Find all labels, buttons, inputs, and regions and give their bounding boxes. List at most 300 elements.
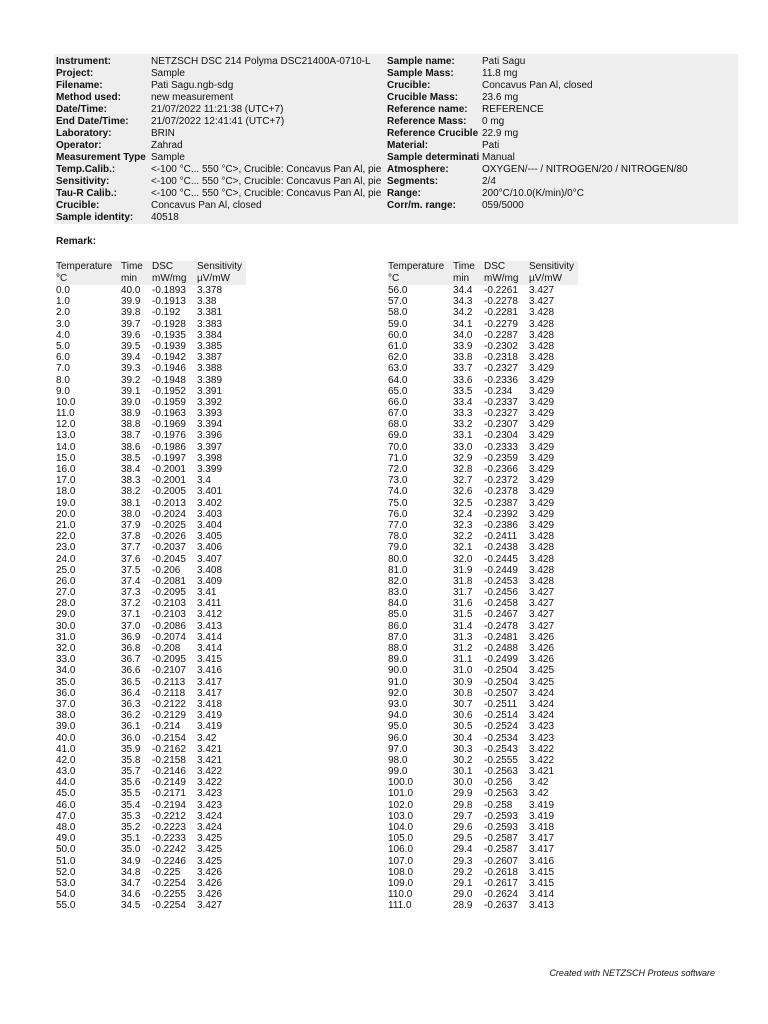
table-row <box>56 498 246 509</box>
table-cell: -0.2504 <box>484 676 518 688</box>
column-unit: min <box>121 273 138 284</box>
table-row <box>388 710 578 721</box>
table-cell: -0.1948 <box>152 374 186 386</box>
table-row <box>56 632 246 643</box>
column-header: Sensitivity <box>197 261 243 272</box>
table-cell: 105.0 <box>388 833 414 845</box>
table-row <box>56 733 246 744</box>
table-row <box>388 520 578 531</box>
table-row <box>56 352 246 363</box>
table-row <box>388 856 578 867</box>
table-row <box>388 386 578 397</box>
table-cell: -0.2001 <box>152 464 186 475</box>
header-field-value: Sample <box>151 68 185 79</box>
table-row <box>388 554 578 565</box>
table-cell: 35.0 <box>56 676 76 688</box>
table-cell: -0.2129 <box>152 710 186 722</box>
table-row <box>56 565 246 576</box>
header-field-label: Crucible Mass: <box>387 92 459 103</box>
table-cell: -0.258 <box>484 799 513 811</box>
header-field-value: Concavus Pan Al, closed <box>482 80 593 91</box>
table-cell: -0.2481 <box>484 631 518 643</box>
table-row <box>388 643 578 654</box>
table-cell: -0.2307 <box>484 419 518 431</box>
table-cell: 3.429 <box>529 363 555 375</box>
header-field-value: Pati Sagu <box>482 56 526 67</box>
table-cell: 19.0 <box>56 497 76 509</box>
table-cell: -0.2037 <box>152 542 186 554</box>
table-row <box>56 442 246 453</box>
table-cell: -0.2438 <box>484 542 518 554</box>
table-cell: 95.0 <box>388 721 408 733</box>
table-cell: 3.419 <box>529 799 555 811</box>
table-cell: 103.0 <box>388 810 414 822</box>
table-cell: 3.423 <box>197 788 223 800</box>
table-cell: 3.429 <box>529 497 555 509</box>
table-cell: 79.0 <box>388 542 408 554</box>
column-header: Time <box>121 261 143 272</box>
table-cell: 3.393 <box>197 408 223 420</box>
table-cell: 3.416 <box>529 855 555 867</box>
table-cell: 76.0 <box>388 508 408 520</box>
table-cell: 3.424 <box>197 822 223 833</box>
table-cell: 55.0 <box>56 900 76 912</box>
table-row <box>56 710 246 721</box>
table-cell: 3.397 <box>197 441 223 453</box>
table-cell: 3.42 <box>529 777 549 789</box>
table-cell: 3.428 <box>529 564 555 576</box>
header-field <box>56 212 386 224</box>
table-cell: 3.384 <box>197 329 223 341</box>
table-row <box>388 688 578 699</box>
table-cell: -0.192 <box>152 307 181 319</box>
table-row <box>56 643 246 654</box>
table-cell: 3.417 <box>529 833 555 845</box>
table-cell: 3.427 <box>197 900 223 912</box>
table-cell: 29.8 <box>453 799 473 811</box>
table-cell: 30.2 <box>453 754 473 766</box>
header-field-label: Sensitivity: <box>56 176 110 187</box>
table-cell: 29.0 <box>56 609 76 621</box>
table-cell: 33.7 <box>453 363 473 375</box>
table-cell: -0.2281 <box>484 307 518 319</box>
table-cell: -0.2194 <box>152 799 186 811</box>
table-cell: 37.0 <box>121 620 141 632</box>
table-cell: 3.426 <box>529 643 555 654</box>
header-field <box>56 140 386 152</box>
table-cell: -0.2327 <box>484 363 518 375</box>
table-row <box>388 744 578 755</box>
table-cell: -0.2467 <box>484 609 518 621</box>
table-row <box>56 744 246 755</box>
table-cell: 107.0 <box>388 855 414 867</box>
table-cell: 3.429 <box>529 486 555 498</box>
table-cell: 29.2 <box>453 866 473 878</box>
table-cell: 81.0 <box>388 564 408 576</box>
table-cell: 57.0 <box>388 296 408 308</box>
table-cell: -0.2103 <box>152 598 186 610</box>
table-cell: 29.5 <box>453 833 473 845</box>
table-cell: -0.2233 <box>152 833 186 845</box>
table-cell: 60.0 <box>388 329 408 341</box>
table-cell: -0.2154 <box>152 732 186 744</box>
table-cell: 65.0 <box>388 385 408 397</box>
header-field-value: <-100 °C... 550 °C>, Crucible: Concavus Pan Al, pie <box>151 164 382 175</box>
table-row <box>388 621 578 632</box>
table-cell: 3.422 <box>529 754 555 766</box>
table-cell: 38.3 <box>121 475 141 487</box>
header-field <box>56 152 386 164</box>
table-cell: -0.1959 <box>152 396 186 408</box>
header-field-label: Crucible: <box>387 80 431 91</box>
table-cell: -0.2563 <box>484 766 518 778</box>
table-cell: 56.0 <box>388 285 408 296</box>
table-row <box>56 464 246 475</box>
table-cell: 3.424 <box>529 687 555 699</box>
table-cell: 39.4 <box>121 352 141 364</box>
table-cell: 29.7 <box>453 810 473 822</box>
table-cell: 34.3 <box>453 296 473 308</box>
table-cell: 30.4 <box>453 732 473 744</box>
table-cell: -0.2392 <box>484 508 518 520</box>
table-cell: 16.0 <box>56 464 76 475</box>
table-row <box>56 531 246 542</box>
header-field-label: Corr/m. range: <box>387 200 456 211</box>
table-cell: 29.0 <box>453 889 473 901</box>
table-cell: 3.408 <box>197 564 223 576</box>
column-header: Temperature <box>388 261 445 272</box>
table-cell: -0.2511 <box>484 698 518 710</box>
header-field <box>56 128 386 140</box>
header-field <box>56 200 386 212</box>
table-cell: -0.2001 <box>152 475 186 487</box>
table-row <box>56 363 246 374</box>
header-field-value: 059/5000 <box>482 200 524 211</box>
table-cell: -0.2086 <box>152 620 186 632</box>
table-row <box>56 285 246 296</box>
table-cell: 20.0 <box>56 508 76 520</box>
table-cell: 3.427 <box>529 620 555 632</box>
table-cell: -0.2254 <box>152 877 186 889</box>
table-cell: 3.414 <box>197 631 223 643</box>
table-cell: 3.419 <box>529 810 555 822</box>
table-cell: -0.1997 <box>152 452 186 464</box>
table-cell: 37.7 <box>121 542 141 554</box>
header-field-label: Crucible: <box>56 200 100 211</box>
header-field <box>56 80 386 92</box>
table-cell: 64.0 <box>388 374 408 386</box>
table-row <box>388 486 578 497</box>
table-cell: 10.0 <box>56 396 76 408</box>
table-cell: 3.423 <box>529 721 555 733</box>
table-cell: 39.9 <box>121 296 141 308</box>
table-cell: 15.0 <box>56 452 76 464</box>
table-cell: 37.5 <box>121 564 141 576</box>
header-field-value: <-100 °C... 550 °C>, Crucible: Concavus Pan Al, pie <box>151 188 382 199</box>
table-row <box>56 721 246 732</box>
table-cell: 91.0 <box>388 676 408 688</box>
header-field-value: <-100 °C... 550 °C>, Crucible: Concavus Pan Al, pie <box>151 176 382 187</box>
table-cell: 100.0 <box>388 777 414 789</box>
table-cell: 3.429 <box>529 508 555 520</box>
table-cell: 37.0 <box>56 698 76 710</box>
table-cell: 3.428 <box>529 340 555 352</box>
table-cell: -0.2386 <box>484 519 518 531</box>
table-cell: -0.2587 <box>484 844 518 856</box>
table-cell: -0.1963 <box>152 408 186 420</box>
table-cell: 33.9 <box>453 340 473 352</box>
table-cell: 8.0 <box>56 374 70 386</box>
table-cell: -0.2333 <box>484 441 518 453</box>
table-row <box>56 755 246 766</box>
table-row <box>56 430 246 441</box>
header-field <box>56 56 386 68</box>
table-row <box>56 766 246 777</box>
table-cell: 32.2 <box>453 531 473 543</box>
table-row <box>388 442 578 453</box>
table-cell: 3.4 <box>197 475 211 487</box>
table-row <box>56 386 246 397</box>
table-cell: 30.0 <box>56 620 76 632</box>
table-cell: 12.0 <box>56 419 76 431</box>
table-row <box>56 587 246 598</box>
table-cell: 102.0 <box>388 799 414 811</box>
table-cell: 37.6 <box>121 553 141 565</box>
header-field-value: NETZSCH DSC 214 Polyma DSC21400A-0710-L <box>151 56 371 67</box>
table-cell: 32.1 <box>453 542 473 554</box>
table-cell: 3.389 <box>197 374 223 386</box>
data-table-right <box>388 261 578 912</box>
table-cell: -0.208 <box>152 643 181 654</box>
table-row <box>56 621 246 632</box>
table-cell: -0.214 <box>152 721 181 733</box>
table-row <box>388 475 578 486</box>
table-cell: 3.428 <box>529 318 555 330</box>
header-field-value: 2/4 <box>482 176 496 187</box>
table-row <box>388 352 578 363</box>
header-field-value: Concavus Pan Al, closed <box>151 200 262 211</box>
table-row <box>56 576 246 587</box>
header-field <box>387 200 737 212</box>
table-cell: 43.0 <box>56 766 76 778</box>
table-cell: 106.0 <box>388 844 414 856</box>
table-cell: 34.1 <box>453 318 473 330</box>
header-field <box>387 188 737 200</box>
table-cell: 6.0 <box>56 352 70 364</box>
table-cell: 3.409 <box>197 575 223 587</box>
table-cell: -0.2261 <box>484 285 518 296</box>
table-cell: -0.2254 <box>152 900 186 912</box>
table-cell: 90.0 <box>388 665 408 677</box>
table-cell: -0.206 <box>152 564 181 576</box>
table-cell: 3.419 <box>197 710 223 722</box>
table-cell: 3.392 <box>197 396 223 408</box>
table-cell: 27.0 <box>56 587 76 599</box>
table-cell: 37.3 <box>121 587 141 599</box>
table-cell: 1.0 <box>56 296 70 308</box>
table-cell: 3.421 <box>197 754 223 766</box>
table-cell: 3.425 <box>197 833 223 845</box>
column-unit: °C <box>56 273 68 284</box>
table-cell: -0.256 <box>484 777 513 789</box>
table-cell: -0.1928 <box>152 318 186 330</box>
table-cell: 36.1 <box>121 721 141 733</box>
table-cell: -0.2449 <box>484 564 518 576</box>
table-cell: -0.2327 <box>484 408 518 420</box>
table-cell: 34.0 <box>56 665 76 677</box>
table-cell: -0.2149 <box>152 777 186 789</box>
table-row <box>388 677 578 688</box>
table-cell: 63.0 <box>388 363 408 375</box>
table-cell: 101.0 <box>388 788 414 800</box>
table-cell: 22.0 <box>56 531 76 543</box>
table-cell: 35.2 <box>121 822 141 833</box>
table-cell: 3.428 <box>529 575 555 587</box>
table-cell: 29.4 <box>453 844 473 856</box>
table-cell: -0.2255 <box>152 889 186 901</box>
table-cell: 30.6 <box>453 710 473 722</box>
table-cell: -0.2045 <box>152 553 186 565</box>
column-unit: µV/mW <box>197 273 230 284</box>
header-field <box>56 164 386 176</box>
table-cell: 73.0 <box>388 475 408 487</box>
table-row <box>388 777 578 788</box>
table-row <box>388 464 578 475</box>
table-cell: -0.1952 <box>152 385 186 397</box>
table-cell: 39.2 <box>121 374 141 386</box>
table-cell: -0.2637 <box>484 900 518 912</box>
table-cell: 3.417 <box>529 844 555 856</box>
table-cell: -0.2499 <box>484 654 518 666</box>
table-cell: -0.2024 <box>152 508 186 520</box>
table-cell: 35.3 <box>121 810 141 822</box>
header-field-label: Operator: <box>56 140 102 151</box>
table-row <box>388 665 578 676</box>
table-cell: 3.42 <box>529 788 549 800</box>
table-cell: 32.8 <box>453 464 473 475</box>
table-cell: 3.429 <box>529 419 555 431</box>
table-cell: 104.0 <box>388 822 414 833</box>
column-header: Time <box>453 261 475 272</box>
table-cell: -0.2624 <box>484 889 518 901</box>
table-cell: 31.5 <box>453 609 473 621</box>
table-cell: 36.6 <box>121 665 141 677</box>
table-cell: 37.4 <box>121 575 141 587</box>
table-cell: 30.9 <box>453 676 473 688</box>
table-cell: 3.427 <box>529 296 555 308</box>
table-cell: 14.0 <box>56 441 76 453</box>
table-row <box>388 341 578 352</box>
table-cell: 58.0 <box>388 307 408 319</box>
table-cell: 39.3 <box>121 363 141 375</box>
table-row <box>388 285 578 296</box>
table-cell: -0.2287 <box>484 329 518 341</box>
table-cell: 28.9 <box>453 900 473 912</box>
table-cell: 3.426 <box>529 631 555 643</box>
table-cell: -0.2478 <box>484 620 518 632</box>
table-cell: -0.1939 <box>152 340 186 352</box>
table-cell: 32.9 <box>453 452 473 464</box>
table-cell: 3.413 <box>197 620 223 632</box>
table-cell: -0.2336 <box>484 374 518 386</box>
header-field-label: Range: <box>387 188 421 199</box>
table-cell: 80.0 <box>388 553 408 565</box>
table-row <box>56 811 246 822</box>
table-cell: 41.0 <box>56 743 76 755</box>
header-left-column <box>56 56 386 224</box>
table-cell: 3.394 <box>197 419 223 431</box>
header-field-value: BRIN <box>151 128 175 139</box>
table-cell: 24.0 <box>56 553 76 565</box>
table-cell: -0.2453 <box>484 575 518 587</box>
table-cell: 34.4 <box>453 285 473 296</box>
table-cell: 50.0 <box>56 844 76 856</box>
table-cell: 78.0 <box>388 531 408 543</box>
table-cell: 111.0 <box>388 900 412 912</box>
table-cell: 35.9 <box>121 743 141 755</box>
table-cell: 3.418 <box>529 822 555 833</box>
table-cell: 3.424 <box>529 698 555 710</box>
table-cell: 3.428 <box>529 352 555 364</box>
table-cell: 39.5 <box>121 340 141 352</box>
table-cell: 110.0 <box>388 889 413 901</box>
table-cell: 89.0 <box>388 654 408 666</box>
table-cell: 3.403 <box>197 508 223 520</box>
table-cell: 92.0 <box>388 687 408 699</box>
table-cell: 39.8 <box>121 307 141 319</box>
table-cell: 3.425 <box>529 676 555 688</box>
table-cell: -0.2504 <box>484 665 518 677</box>
header-field <box>56 104 386 116</box>
table-cell: 54.0 <box>56 889 76 901</box>
table-cell: 3.41 <box>197 587 217 599</box>
table-cell: 66.0 <box>388 396 408 408</box>
table-cell: -0.2005 <box>152 486 186 498</box>
table-row <box>388 811 578 822</box>
table-cell: -0.2302 <box>484 340 518 352</box>
column-unit: °C <box>388 273 400 284</box>
table-row <box>56 688 246 699</box>
header-field-label: Reference Crucible <box>387 128 479 139</box>
table-cell: 38.2 <box>121 486 141 498</box>
table-cell: 2.0 <box>56 307 70 319</box>
table-cell: -0.2514 <box>484 710 518 722</box>
table-cell: -0.2146 <box>152 766 186 778</box>
table-cell: 3.423 <box>529 732 555 744</box>
table-cell: 21.0 <box>56 519 76 531</box>
header-field-value: new measurement <box>151 92 234 103</box>
table-row <box>56 800 246 811</box>
table-cell: 34.0 <box>453 329 473 341</box>
table-row <box>388 565 578 576</box>
table-row <box>56 665 246 676</box>
table-cell: 98.0 <box>388 754 408 766</box>
table-cell: 3.404 <box>197 519 223 531</box>
table-cell: 3.428 <box>529 531 555 543</box>
header-field <box>56 116 386 128</box>
table-row <box>388 598 578 609</box>
table-row <box>56 307 246 318</box>
table-cell: -0.2607 <box>484 855 518 867</box>
table-cell: 11.0 <box>56 408 75 420</box>
table-row <box>388 654 578 665</box>
header-field <box>387 92 737 104</box>
table-cell: 36.4 <box>121 687 141 699</box>
table-cell: -0.1986 <box>152 441 186 453</box>
table-row <box>56 453 246 464</box>
table-cell: 3.429 <box>529 441 555 453</box>
table-row <box>388 531 578 542</box>
